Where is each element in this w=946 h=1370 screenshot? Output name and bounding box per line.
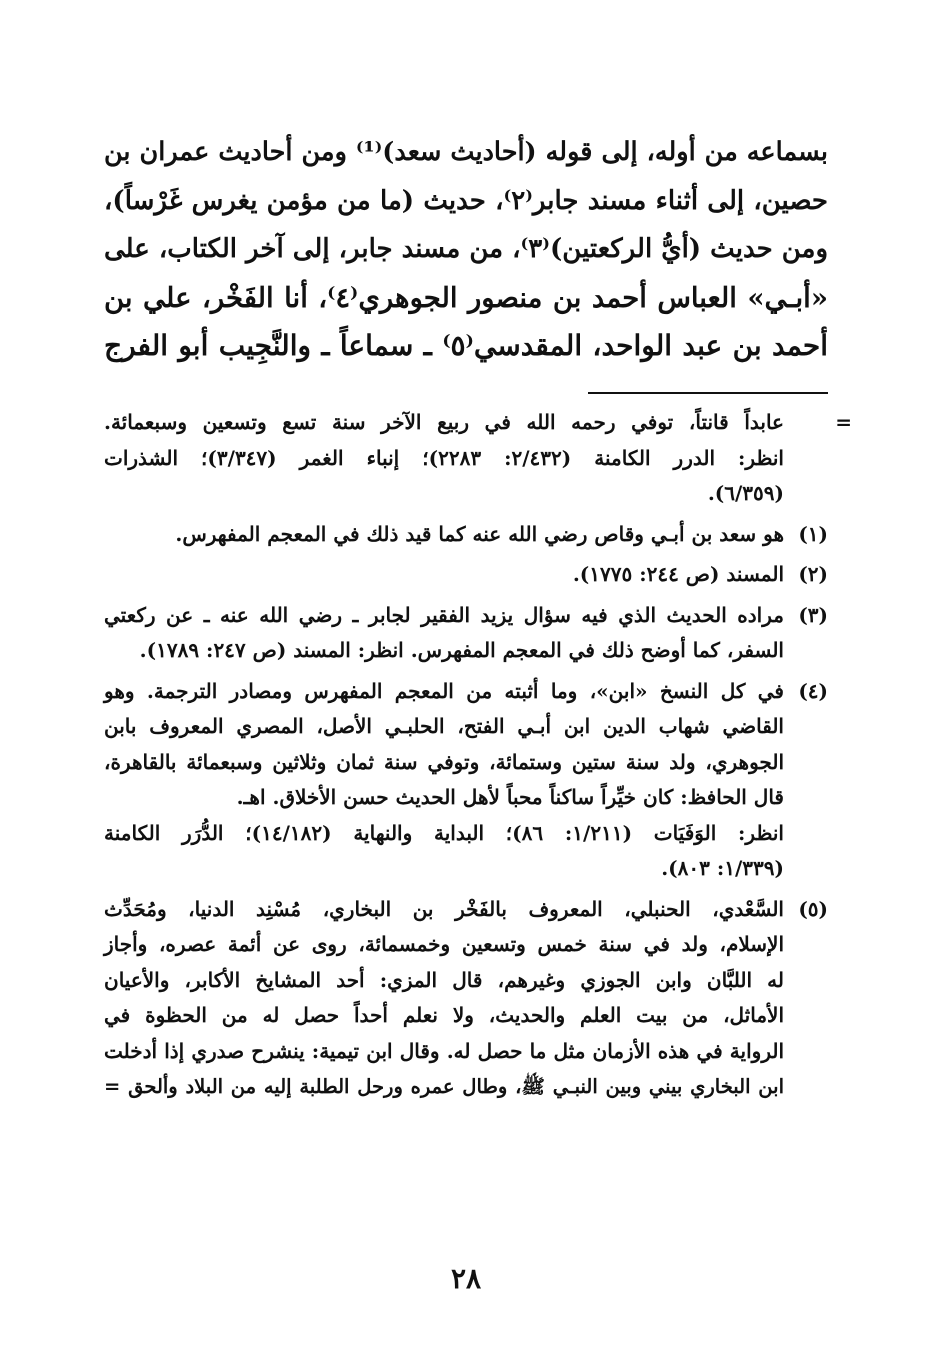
- footnote-line: مراده الحديث الذي فيه سؤال يزيد الفقير لجابر ـ رضي الله عنه ـ عن ركعتي: [104, 602, 784, 627]
- footnote-line: قال الحافظ: كان خيِّراً ساكناً محباً لأهل الحديث حسن الأخلاق. اهـ.: [236, 785, 784, 809]
- footnote-line: له اللبَّان وابن الجوزي وغيرهم، قال المزي: أحد المشايخ الأكابر، والأعيان: [104, 967, 784, 992]
- footnote-separator: [588, 392, 828, 394]
- book-page: [104, 0, 852, 1370]
- footnote-2: [104, 557, 828, 593]
- footnote-line: الإسلام، ولد في سنة خمس وتسعين وخمسمائة، روى عن أئمة عصره، وأجاز: [104, 932, 784, 956]
- footnote-marker: (٥): [798, 896, 828, 921]
- footnote-line: الرواية في هذه الأزمان مثل ما حصل له. وقال ابن تيمية: ينشرح صدري إذا أدخلت: [104, 1038, 785, 1063]
- footnote-line: عابداً قانتاً، توفي رحمه الله في ربيع الآخر سنة تسع وتسعين وسبعمائة.: [104, 410, 784, 434]
- footnote-line: في كل النسخ «ابن»، وما أثبته من المعجم المفهرس ومصادر الترجمة. وهو: [104, 678, 784, 703]
- footnote-line: انظر: الدرر الكامنة (٢/٤٣٢: ٢٢٨٣)؛ إنباء الغمر (٣/٣٤٧)؛ الشذرات: [104, 445, 784, 470]
- footnote-5: [104, 892, 828, 1105]
- footnote-continuation: [104, 405, 852, 512]
- footnote-line: السَّعْدي، الحنبلي، المعروف بالفَخْر بن البخاري، مُسْنِد الدنيا، ومُحَدِّث: [104, 896, 784, 921]
- main-text-line: حصين، إلى أثناء مسند جابر⁽٢⁾، حديث (ما من مؤمن يغرس غَرْساً)،: [104, 185, 828, 216]
- footnote-marker: (١): [798, 521, 828, 546]
- footnote-marker: (٣): [798, 602, 828, 627]
- footnote-marker: (٤): [798, 678, 828, 703]
- footnote-3: [104, 598, 828, 669]
- footnote-line: السفر، كما أوضح ذلك في المعجم المفهرس. انظر: المسند (ص ٢٤٧: ١٧٨٩).: [139, 638, 784, 662]
- footnote-4: [104, 674, 828, 887]
- continuation-marker: =: [835, 410, 852, 434]
- footnote-1: [104, 517, 828, 553]
- footnote-line: انظر: الوَفَيَات (١/٢١١: ٨٦)؛ البداية والنهاية (١٤/١٨٢)؛ الدُّرَر الكامنة: [104, 820, 784, 845]
- footnote-line: القاضي شهاب الدين ابن أبـي الفتح، الحلبـي الأصل، المصري المعروف بابن: [104, 714, 784, 738]
- footnote-line: (١/٣٣٩: ٨٠٣).: [661, 856, 784, 880]
- main-text-line: بسماعه من أوله، إلى قوله (أحاديث سعد)⁽¹⁾ ومن أحاديث عمران بن: [104, 137, 829, 167]
- footnote-line: المسند (ص ٢٤٤: ١٧٧٥).: [572, 562, 784, 586]
- footnote-line: (٦/٣٥٩).: [707, 481, 784, 505]
- footnote-line: الأماثل، من بيت العلم والحديث، ولا نعلم أحداً حصل له من الحظوة في: [104, 1003, 784, 1027]
- main-text: [104, 128, 828, 371]
- main-text-line: ومن حديث (أيُّ الركعتين)⁽٣⁾، من مسند جابر، إلى آخر الكتاب، على: [104, 234, 828, 264]
- main-text-line: «أبـي» العباس أحمد بن منصور الجوهري⁽٤⁾، أنا الفَخْر، علي بن: [104, 281, 829, 314]
- footnote-line: الجوهري، ولد سنة ستين وستمائة، وتوفي سنة ثمان وثلاثين وسبعمائة بالقاهرة،: [104, 749, 784, 774]
- footnote-line: ابن البخاري بيني وبين النبـي ﷺ، وطال عمره ورحل الطلبة إليه من البلاد وألحق =: [104, 1075, 784, 1098]
- footnote-marker: (٢): [798, 562, 828, 586]
- footnote-line: هو سعد بن أبـي وقاص رضي الله عنه كما قيد ذلك في المعجم المفهرس.: [175, 521, 784, 546]
- main-text-line: أحمد بن عبد الواحد، المقدسي⁽٥⁾ ـ سماعاً ـ والنَّجِيب أبو الفرج: [104, 329, 828, 362]
- footnotes: [104, 405, 852, 1110]
- page-number: ٢٨: [450, 1262, 482, 1295]
